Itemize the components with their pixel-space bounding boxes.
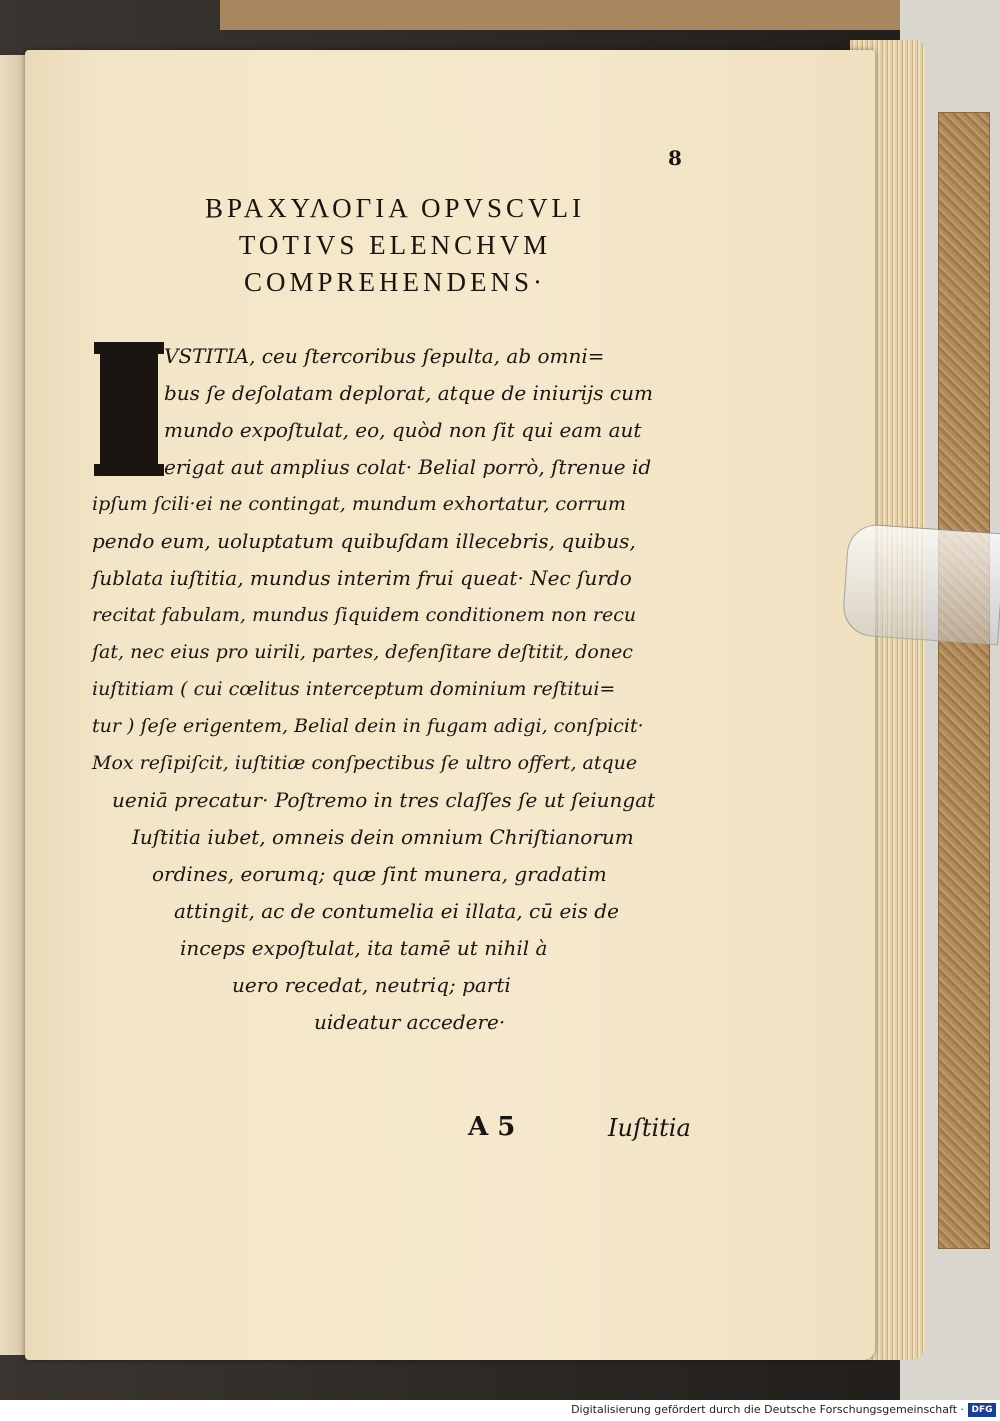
text-line: ordines, eorumq; quæ ſint munera, gradatim (152, 862, 607, 886)
text-line: Mox reſipiſcit, iuſtitiæ conſpectibus ſe ultro offert, atque (92, 752, 638, 774)
catchword: Iuſtitia (608, 1114, 691, 1142)
text-line: inceps expoſtulat, ita tamē ut nihil à (180, 936, 548, 960)
text-line: ueniā precatur· Poſtremo in tres claſſes ſe ut ſeiungat (112, 788, 656, 812)
text-line: pendo eum, uoluptatum quibuſdam illecebris, quibus, (92, 529, 636, 553)
text-line: bus ſe deſolatam deplorat, atque de iniurijs cum (164, 381, 653, 405)
book-spine-label (938, 112, 990, 1249)
text-line: iuſtitiam ( cui cœlitus interceptum dominium reſtitui= (92, 678, 616, 700)
signature-mark: A 5 (468, 1112, 516, 1142)
text-line: tur ) ſeſe erigentem, Belial dein in fugam adigi, conſpicit· (92, 715, 644, 737)
text-line: recitat fabulam, mundus ſiquidem conditionem non recu (92, 604, 637, 626)
credit-text: Digitalisierung gefördert durch die Deutsche Forschungsgemeinschaft · (571, 1403, 964, 1416)
text-line: Iuſtitia iubet, omneis dein omnium Chriſtianorum (132, 825, 634, 849)
drop-cap-initial (100, 342, 158, 476)
text-line: erigat aut amplius colat· Belial porrò, ſtrenue id (164, 455, 652, 479)
text-line: ipſum ſcili·ei ne contingat, mundum exhortatur, corrum (92, 493, 626, 515)
dfg-logo: DFG (968, 1403, 996, 1417)
text-line: attingit, ac de contumelia ei illata, cū eis de (174, 899, 619, 923)
text-line: uero recedat, neutriq; parti (232, 973, 511, 997)
title-block (100, 190, 690, 301)
text-line: VSTITIA, ceu ſtercoribus ſepulta, ab omni= (164, 344, 605, 368)
title-line-1: ΒΡΑΧΥΛΟΓΙΑ OPVSCVLI (205, 193, 585, 223)
text-line: uideatur accedere· (314, 1010, 506, 1034)
text-line: ſat, nec eius pro uirili, partes, defenſitare deſtitit, donec (92, 641, 633, 663)
plastic-page-clip (841, 523, 1000, 646)
text-line: ſublata iuſtitia, mundus interim frui queat· Nec ſurdo (92, 566, 632, 590)
title-line-3: COMPREHENDENS· (243, 267, 547, 297)
book-cover-edge (220, 0, 940, 30)
text-line: mundo expoſtulat, eo, quòd non ſit qui eam aut (164, 418, 642, 442)
title-line-2: TOTIVS ELENCHVM (238, 230, 552, 260)
page-number: 8 (668, 146, 682, 170)
